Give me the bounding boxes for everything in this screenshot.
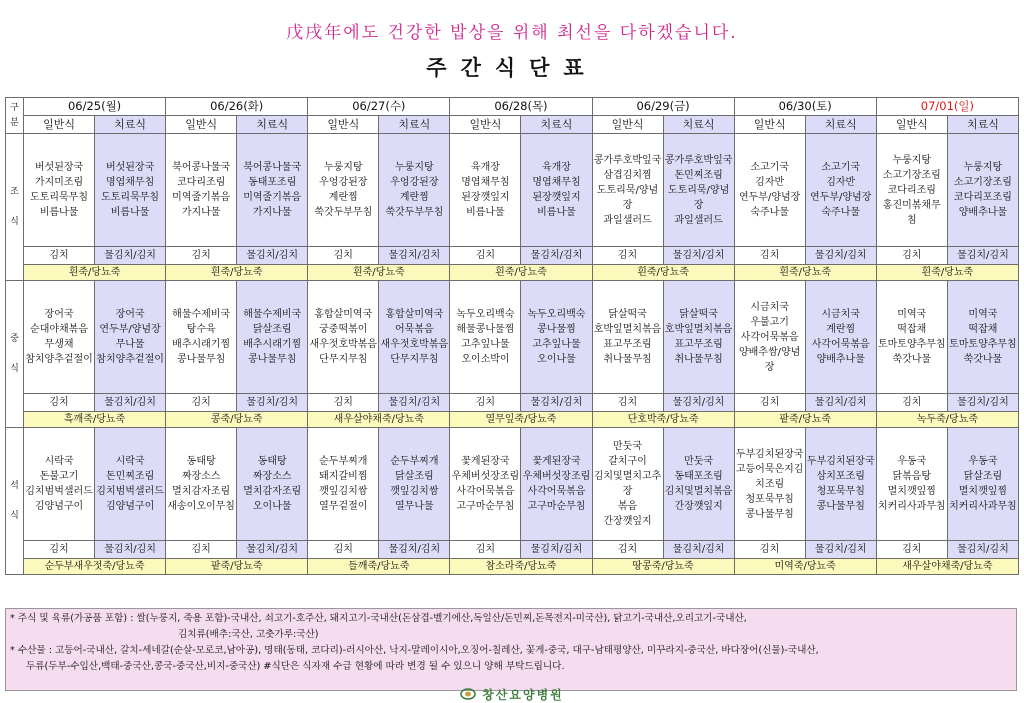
kimchi-cell: 물김치/김치 [379, 247, 450, 265]
porridge-cell: 들깨죽/당뇨죽 [308, 559, 450, 575]
therapy-dish-cell: 장어국 연두부/양념장 무나물 참치양추겉절이 [95, 281, 166, 394]
regular-dish-cell: 만둣국 갈치구이 김치및멸치고추장 볶음 간장깻잎지 [592, 428, 663, 541]
meal-label: 중 식 [6, 281, 24, 428]
kimchi-cell: 물김치/김치 [663, 247, 734, 265]
kimchi-cell: 김치 [450, 247, 521, 265]
kimchi-cell: 김치 [308, 247, 379, 265]
porridge-cell: 흰죽/당뇨죽 [876, 265, 1018, 281]
hospital-name: 창산요양병원 [482, 687, 564, 702]
kimchi-cell: 김치 [592, 394, 663, 412]
date-row [6, 98, 1019, 116]
therapy-dish-cell: 순두부찌개 닭살조림 깻잎김치쌈 열무나물 [379, 428, 450, 541]
origin-footer [5, 608, 1017, 691]
therapy-dish-cell: 소고기국 김자반 연두부/양념장 숙주나물 [805, 134, 876, 247]
kimchi-cell: 김치 [734, 541, 805, 559]
regular-diet-label: 일반식 [166, 116, 237, 134]
meal-label: 석 식 [6, 428, 24, 575]
kimchi-cell: 물김치/김치 [237, 394, 308, 412]
therapy-dish-cell: 시락국 돈민찌조림 김치범벅샐러드 김양념구이 [95, 428, 166, 541]
therapy-dish-cell: 누룽지탕 소고기장조림 코다리포조림 양배추나물 [947, 134, 1018, 247]
porridge-cell: 단호박죽/당뇨죽 [592, 412, 734, 428]
therapy-dish-cell: 콩가루호박잎국 돈민찌조림 도토리묵/양념 장 과일샐러드 [663, 134, 734, 247]
kimchi-cell: 김치 [734, 394, 805, 412]
kimchi-cell: 김치 [24, 247, 95, 265]
dinner-section [6, 428, 1019, 575]
therapy-dish-cell: 버섯된장국 명엽채무침 도토리묵무침 비름나물 [95, 134, 166, 247]
kimchi-row [6, 247, 1019, 265]
regular-dish-cell: 시금치국 우불고기 사각어묵볶음 양배추쌈/양념 장 [734, 281, 805, 394]
regular-dish-cell: 꽃게된장국 우체버섯장조림 사각어묵볶음 고구마순무침 [450, 428, 521, 541]
kimchi-cell: 물김치/김치 [379, 394, 450, 412]
kimchi-cell: 김치 [876, 247, 947, 265]
kimchi-row [6, 541, 1019, 559]
porridge-cell: 팥죽/당뇨죽 [734, 412, 876, 428]
kimchi-cell: 김치 [166, 394, 237, 412]
meal-row [6, 134, 1019, 247]
regular-dish-cell: 육개장 명엽채무침 된장깻잎지 비름나물 [450, 134, 521, 247]
kimchi-cell: 물김치/김치 [805, 541, 876, 559]
porridge-row [6, 265, 1019, 281]
kimchi-cell: 김치 [876, 541, 947, 559]
kimchi-cell: 물김치/김치 [805, 247, 876, 265]
regular-dish-cell: 순두부찌개 돼지갈비찜 깻잎김치쌈 열무겉절이 [308, 428, 379, 541]
regular-diet-label: 일반식 [24, 116, 95, 134]
therapy-diet-label: 치료식 [947, 116, 1018, 134]
regular-diet-label: 일반식 [734, 116, 805, 134]
kimchi-cell: 김치 [166, 247, 237, 265]
kimchi-cell: 물김치/김치 [663, 394, 734, 412]
kimchi-cell: 물김치/김치 [379, 541, 450, 559]
diet-type-row [6, 116, 1019, 134]
kimchi-cell: 김치 [24, 541, 95, 559]
kimchi-cell: 김치 [308, 541, 379, 559]
footer-line: * 수산물 : 고등어-국내산, 갈치-세네갈(순살-모로코,남아공), 명태(동태, 코다리)-러시아산, 낙지-말레이시아,오징어-칠레산, 꽃게-중국, 대구-남태평양산, 미꾸라지-중국산, 바다장어(신물)-국내산, [10, 645, 819, 656]
kimchi-cell: 김치 [592, 247, 663, 265]
therapy-dish-cell: 시금치국 계란찜 사각어묵볶음 양배추나물 [805, 281, 876, 394]
therapy-diet-label: 치료식 [805, 116, 876, 134]
kimchi-cell: 김치 [24, 394, 95, 412]
porridge-row [6, 412, 1019, 428]
regular-dish-cell: 동태탕 짜장소스 멸치감자조림 새송이오이무침 [166, 428, 237, 541]
regular-diet-label: 일반식 [876, 116, 947, 134]
kimchi-cell: 물김치/김치 [947, 394, 1018, 412]
therapy-dish-cell: 누룽지탕 우엉강된장 계란찜 쑥갓두부무침 [379, 134, 450, 247]
footer-line: 김치류(배추:국산, 고춧가루:국산) [178, 629, 319, 640]
day-header: 06/28(목) [450, 98, 592, 116]
day-header: 06/29(금) [592, 98, 734, 116]
regular-dish-cell: 장어국 순대야채볶음 무생채 참치양추겉절이 [24, 281, 95, 394]
day-header-sunday: 07/01(일) [876, 98, 1018, 116]
therapy-diet-label: 치료식 [379, 116, 450, 134]
meal-label: 조 식 [6, 134, 24, 281]
day-header: 06/26(화) [166, 98, 308, 116]
porridge-cell: 흰죽/당뇨죽 [450, 265, 592, 281]
kimchi-cell: 물김치/김치 [805, 394, 876, 412]
regular-diet-label: 일반식 [592, 116, 663, 134]
menu-table [5, 97, 1019, 575]
porridge-cell: 흑깨죽/당뇨죽 [24, 412, 166, 428]
footer-line: * 주식 및 육류(가공품 포함) : 쌀(누룽지, 죽용 포함)-국내산, 쇠고기-호주산, 돼지고기-국내산(돈삼겹-벨기에산,독일산/돈민찌,돈목전지-미국산), 닭고기-국내산,오리고기-국내산, [10, 613, 747, 624]
porridge-cell: 팥죽/당뇨죽 [166, 559, 308, 575]
therapy-diet-label: 치료식 [237, 116, 308, 134]
regular-dish-cell: 홍합살미역국 궁중떡볶이 새우젓호박볶음 단무지무침 [308, 281, 379, 394]
kimchi-cell: 김치 [450, 541, 521, 559]
gubun-text: 구분 [10, 102, 19, 128]
kimchi-cell: 물김치/김치 [663, 541, 734, 559]
regular-dish-cell: 버섯된장국 가지미조림 도토리묵무침 비름나물 [24, 134, 95, 247]
therapy-dish-cell: 두부김치된장국 삼치포조림 청포묵무침 콩나물무침 [805, 428, 876, 541]
porridge-row [6, 559, 1019, 575]
regular-diet-label: 일반식 [450, 116, 521, 134]
page-title: 주간식단표 [426, 56, 598, 80]
lunch-section [6, 281, 1019, 428]
hospital-logo [392, 686, 632, 702]
therapy-dish-cell: 홍합살미역국 어묵볶음 새우젓호박볶음 단무지무침 [379, 281, 450, 394]
kimchi-cell: 물김치/김치 [237, 247, 308, 265]
kimchi-cell: 물김치/김치 [95, 247, 166, 265]
regular-dish-cell: 시락국 돈불고기 김치범벅샐러드 김양념구이 [24, 428, 95, 541]
kimchi-cell: 김치 [734, 247, 805, 265]
therapy-dish-cell: 해물수제비국 닭살조림 배추시래기찜 콩나물무침 [237, 281, 308, 394]
therapy-diet-label: 치료식 [663, 116, 734, 134]
day-header: 06/25(월) [24, 98, 166, 116]
therapy-dish-cell: 육개장 명엽채무침 된장깻잎지 비름나물 [521, 134, 592, 247]
regular-dish-cell: 북어콩나물국 코다리조림 미역줄기볶음 가지나물 [166, 134, 237, 247]
kimchi-cell: 김치 [876, 394, 947, 412]
kimchi-cell: 김치 [166, 541, 237, 559]
therapy-dish-cell: 북어콩나물국 동태포조림 미역줄기볶음 가지나물 [237, 134, 308, 247]
porridge-cell: 흰죽/당뇨죽 [734, 265, 876, 281]
regular-dish-cell: 해물수제비국 탕수육 배추시래기찜 콩나물무침 [166, 281, 237, 394]
regular-dish-cell: 닭살떡국 호박잎멸치볶음 표고무조림 취나물무침 [592, 281, 663, 394]
porridge-cell: 흰죽/당뇨죽 [308, 265, 450, 281]
porridge-cell: 흰죽/당뇨죽 [166, 265, 308, 281]
porridge-cell: 새우살야채죽/당뇨죽 [308, 412, 450, 428]
regular-dish-cell: 우동국 닭볶음탕 멸치깻잎찜 치커리사과무침 [876, 428, 947, 541]
porridge-cell: 열무잎죽/당뇨죽 [450, 412, 592, 428]
meal-row [6, 428, 1019, 541]
day-header: 06/30(토) [734, 98, 876, 116]
kimchi-cell: 물김치/김치 [521, 394, 592, 412]
day-header: 06/27(수) [308, 98, 450, 116]
therapy-dish-cell: 꽃게된장국 우체버섯장조림 사각어묵볶음 고구마순무침 [521, 428, 592, 541]
porridge-cell: 새우살야채죽/당뇨죽 [876, 559, 1018, 575]
gubun-label [6, 98, 24, 134]
regular-dish-cell: 녹두오리백숙 해물콩나물찜 고추잎나물 오이소박이 [450, 281, 521, 394]
therapy-dish-cell: 녹두오리백숙 콩나물찜 고추잎나물 오이나물 [521, 281, 592, 394]
kimchi-cell: 물김치/김치 [521, 247, 592, 265]
kimchi-cell: 물김치/김치 [95, 394, 166, 412]
regular-dish-cell: 콩가루호박잎국 삼겹김치찜 도토리묵/양념 장 과일샐러드 [592, 134, 663, 247]
kimchi-cell: 물김치/김치 [237, 541, 308, 559]
porridge-cell: 콩죽/당뇨죽 [166, 412, 308, 428]
regular-dish-cell: 두부김치된장국 고등어묵은지김 치조림 청포묵무침 콩나물무침 [734, 428, 805, 541]
porridge-cell: 땅콩죽/당뇨죽 [592, 559, 734, 575]
regular-dish-cell: 소고기국 김자반 연두부/양념장 숙주나물 [734, 134, 805, 247]
hospital-emblem-icon [460, 688, 476, 700]
porridge-cell: 흰죽/당뇨죽 [24, 265, 166, 281]
kimchi-cell: 물김치/김치 [947, 541, 1018, 559]
kimchi-cell: 물김치/김치 [947, 247, 1018, 265]
kimchi-cell: 김치 [592, 541, 663, 559]
therapy-dish-cell: 미역국 떡잡채 토마토양추무침 쑥갓나물 [947, 281, 1018, 394]
porridge-cell: 흰죽/당뇨죽 [592, 265, 734, 281]
kimchi-cell: 김치 [308, 394, 379, 412]
porridge-cell: 미역죽/당뇨죽 [734, 559, 876, 575]
breakfast-section [6, 134, 1019, 281]
therapy-dish-cell: 동태탕 짜장소스 멸치감자조림 오이나물 [237, 428, 308, 541]
porridge-cell: 순두부새우젓죽/당뇨죽 [24, 559, 166, 575]
therapy-diet-label: 치료식 [521, 116, 592, 134]
regular-dish-cell: 미역국 떡잡채 토마토양추무침 쑥갓나물 [876, 281, 947, 394]
regular-dish-cell: 누룽지탕 소고기장조림 코다리조림 홍진미볶채무 침 [876, 134, 947, 247]
therapy-dish-cell: 우동국 닭살조림 멸치깻잎찜 치커리사과무침 [947, 428, 1018, 541]
meal-row [6, 281, 1019, 394]
regular-dish-cell: 누룽지탕 우엉강된장 계란찜 쑥갓두부무침 [308, 134, 379, 247]
therapy-diet-label: 치료식 [95, 116, 166, 134]
therapy-dish-cell: 만둣국 동태포조림 김치및멸치볶음 간장깻잎지 [663, 428, 734, 541]
kimchi-cell: 물김치/김치 [521, 541, 592, 559]
porridge-cell: 참소라죽/당뇨죽 [450, 559, 592, 575]
slogan: 戊戌年에도 건강한 밥상을 위해 최선을 다하겠습니다. [286, 23, 738, 43]
kimchi-cell: 김치 [450, 394, 521, 412]
footer-line: 두류(두부-수입산,백태-중국산,콩국-중국산,비지-중국산) #식단은 식자재 수급 현황에 따라 변경 될 수 있으니 양해 부탁드립니다. [26, 661, 565, 672]
therapy-dish-cell: 닭살떡국 호박잎멸치볶음 표고무조림 취나물무침 [663, 281, 734, 394]
kimchi-row [6, 394, 1019, 412]
porridge-cell: 녹두죽/당뇨죽 [876, 412, 1018, 428]
kimchi-cell: 물김치/김치 [95, 541, 166, 559]
regular-diet-label: 일반식 [308, 116, 379, 134]
